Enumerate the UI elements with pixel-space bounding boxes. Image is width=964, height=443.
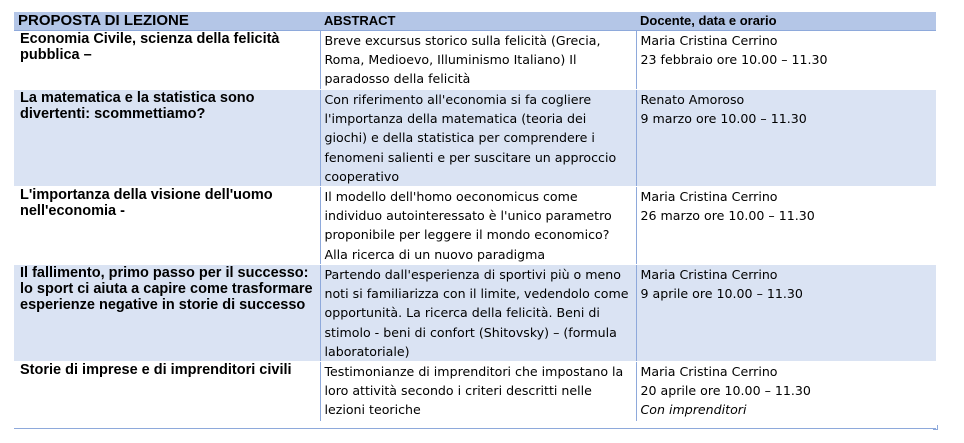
- lesson-title: L'importanza della visione dell'uomo nell'economia -: [14, 187, 320, 265]
- header-docente: Docente, data e orario: [636, 12, 936, 31]
- table-end-mark: [933, 425, 938, 430]
- lesson-title: Il fallimento, primo passo per il successo: lo sport ci aiuta a capire come trasformare esperienze negative in storie di successo: [14, 265, 320, 362]
- table-row: [14, 31, 936, 90]
- lesson-abstract: Il modello dell'homo oeconomicus come individuo autointeressato è l'unico parametro proponibile per leggere il mondo economico? Alla ricerca di un nuovo paradigma: [320, 187, 636, 265]
- table-row: [14, 362, 936, 422]
- lesson-teacher-date: [636, 31, 936, 90]
- header-proposta: PROPOSTA DI LEZIONE: [14, 12, 320, 31]
- lesson-date: 9 marzo ore 10.00 – 11.30: [640, 111, 807, 127]
- lesson-date: 26 marzo ore 10.00 – 11.30: [640, 208, 815, 224]
- lesson-abstract: Testimonianze di imprenditori che impostano la loro attività secondo i criteri descritti nelle lezioni teoriche: [320, 362, 636, 422]
- lesson-title: Storie di imprese e di imprenditori civili: [14, 362, 320, 422]
- lesson-date: 9 aprile ore 10.00 – 11.30: [640, 286, 803, 302]
- lesson-title: La matematica e la statistica sono divertenti: scommettiamo?: [14, 90, 320, 187]
- lesson-abstract: Partendo dall'esperienza di sportivi più o meno noti si familiarizza con il limite, vedendolo come opportunità. La ricerca della felicità. Beni di stimolo - beni di confort (Shitovsky) – (formula laboratoriale): [320, 265, 636, 362]
- teacher-name: Maria Cristina Cerrino: [640, 364, 778, 380]
- lesson-date: 20 aprile ore 10.00 – 11.30: [640, 383, 811, 399]
- lesson-abstract: Con riferimento all'economia si fa cogliere l'importanza della matematica (teoria dei giochi) e della statistica per comprendere i fenomeni salienti e per suscitare un approccio cooperativo: [320, 90, 636, 187]
- header-abstract: ABSTRACT: [320, 12, 636, 31]
- table-bottom-border: [14, 428, 936, 429]
- lesson-title: Economia Civile, scienza della felicità pubblica –: [14, 31, 320, 90]
- table-header-row: [14, 12, 936, 31]
- lessons-table: [14, 12, 936, 422]
- lesson-teacher-date: [636, 265, 936, 362]
- teacher-name: Maria Cristina Cerrino: [640, 33, 778, 48]
- table-row: [14, 90, 936, 187]
- lesson-abstract: Breve excursus storico sulla felicità (Grecia, Roma, Medioevo, Illuminismo Italiano) Il paradosso della felicità: [320, 31, 636, 90]
- table-row: [14, 265, 936, 362]
- lesson-teacher-date: [636, 187, 936, 265]
- table-row: [14, 187, 936, 265]
- lesson-teacher-date: [636, 362, 936, 422]
- lesson-note: Con imprenditori: [640, 402, 747, 418]
- lesson-date: 23 febbraio ore 10.00 – 11.30: [640, 52, 828, 68]
- teacher-name: Renato Amoroso: [640, 92, 745, 107]
- teacher-name: Maria Cristina Cerrino: [640, 189, 778, 205]
- lesson-teacher-date: [636, 90, 936, 187]
- teacher-name: Maria Cristina Cerrino: [640, 267, 778, 283]
